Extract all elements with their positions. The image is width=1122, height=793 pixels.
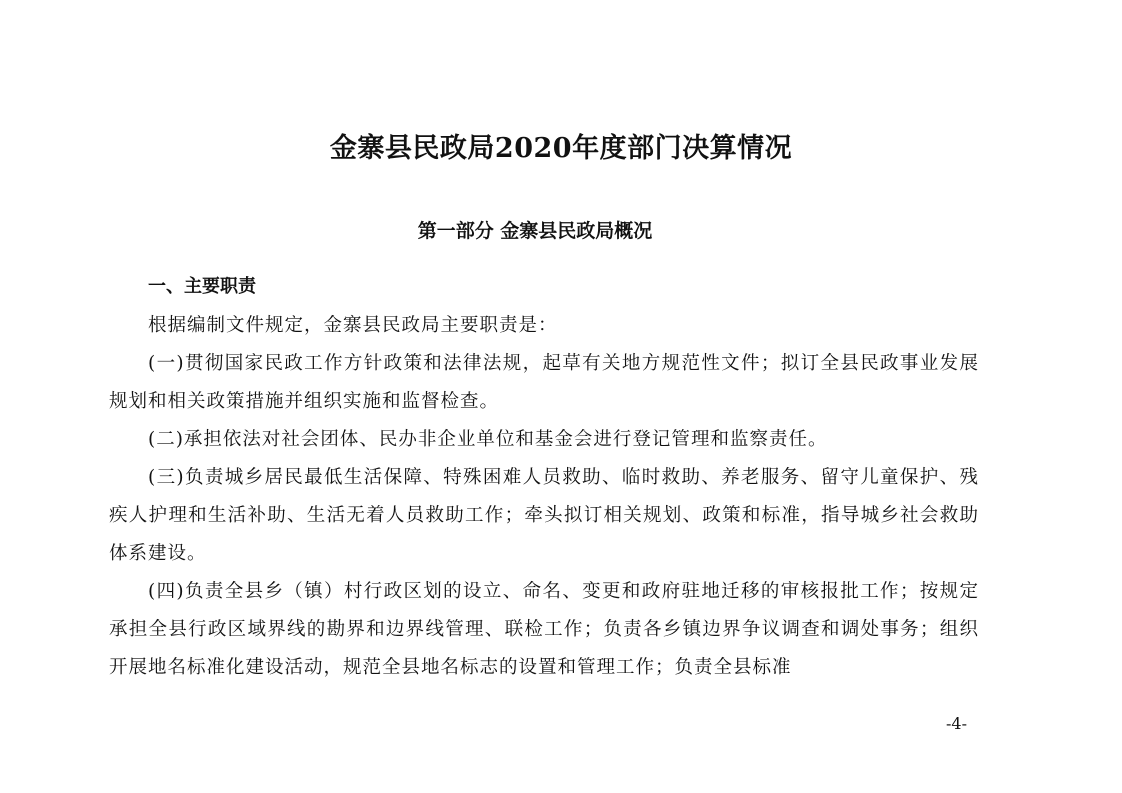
part-subtitle: 第一部分 金寨县民政局概况 <box>417 220 653 242</box>
document-title: 金寨县民政局2020年度部门决算情况 <box>329 133 793 164</box>
body-text <box>109 307 979 687</box>
paragraph-duty-2: (二)承担依法对社会团体、民办非企业单位和基金会进行登记管理和监察责任。 <box>148 429 828 450</box>
section-heading: 一、主要职责 <box>148 276 256 297</box>
page-number: -4- <box>946 714 967 733</box>
paragraph-duty-4: (四)负责全县乡（镇）村行政区划的设立、命名、变更和政府驻地迁移的审核报批工作；按规定承担全县行政区域界线的勘界和边界线管理、联检工作；负责各乡镇边界争议调查和调处事务；组织开展地名标准化建设活动，规范全县地名标志的设置和管理工作；负责全县标准 <box>109 581 979 678</box>
paragraph-duty-3: (三)负责城乡居民最低生活保障、特殊困难人员救助、临时救助、养老服务、留守儿童保护、残疾人护理和生活补助、生活无着人员救助工作；牵头拟订相关规划、政策和标准，指导城乡社会救助体系建设。 <box>109 467 979 564</box>
paragraph-duty-1: (一)贯彻国家民政工作方针政策和法律法规，起草有关地方规范性文件；拟订全县民政事业发展规划和相关政策措施并组织实施和监督检查。 <box>109 353 979 412</box>
paragraph-intro: 根据编制文件规定，金寨县民政局主要职责是： <box>148 315 558 336</box>
